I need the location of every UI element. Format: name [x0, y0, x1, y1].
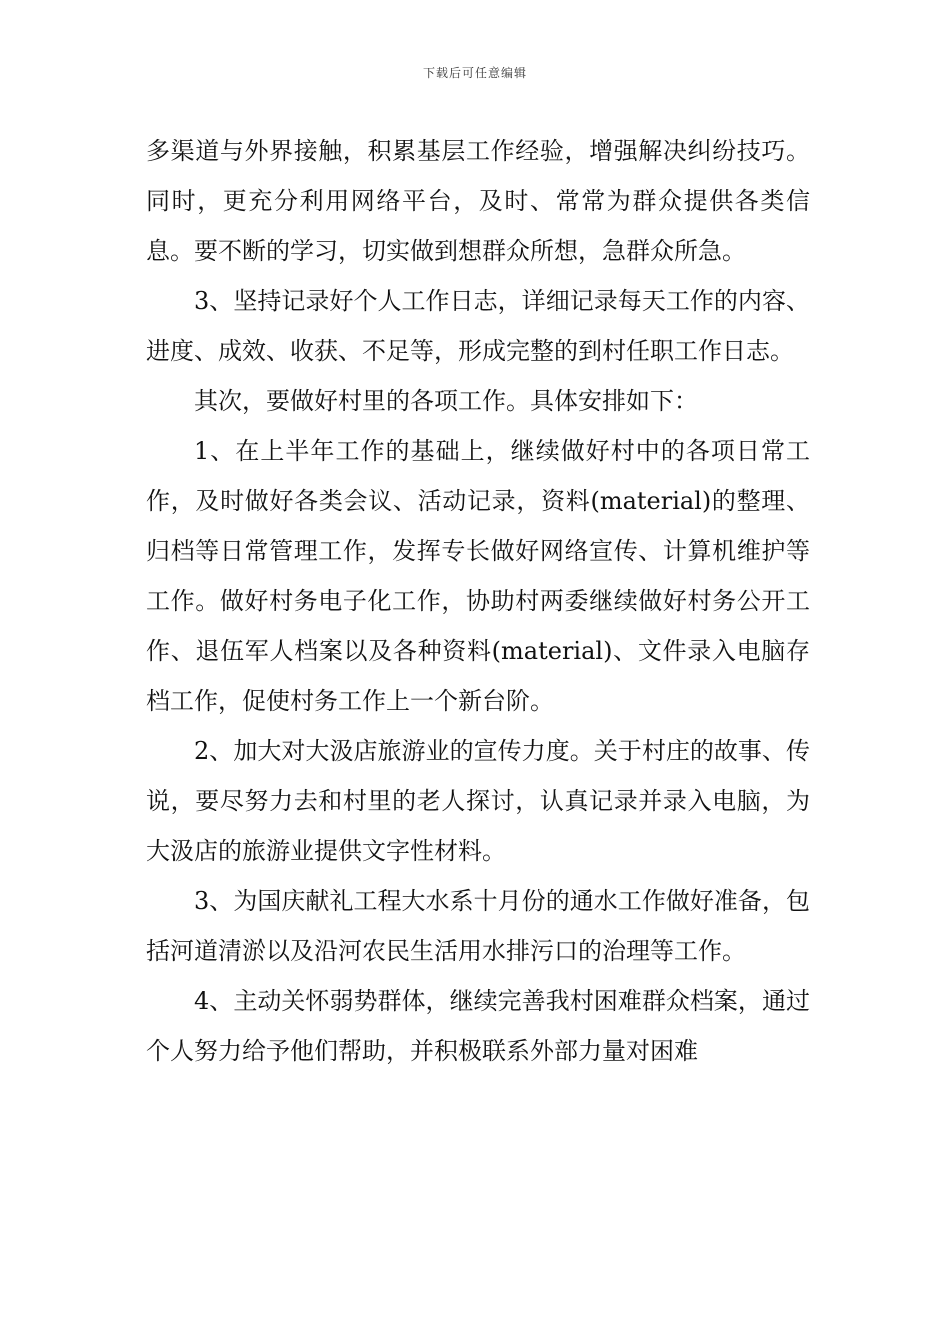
paragraph: 2、加大对大汲店旅游业的宣传力度。关于村庄的故事、传说，要尽努力去和村里的老人探讨，认真记录并录入电脑，为大汲店的旅游业提供文字性材料。	[146, 737, 810, 865]
paragraph: 其次，要做好村里的各项工作。具体安排如下：	[194, 387, 698, 415]
paragraph: 3、坚持记录好个人工作日志，详细记录每天工作的内容、进度、成效、收获、不足等，形成完整的到村任职工作日志。	[146, 287, 810, 365]
page-header: 下载后可任意编辑	[422, 66, 527, 80]
paragraph: 多渠道与外界接触，积累基层工作经验，增强解决纠纷技巧。同时，更充分利用网络平台，及时、常常为群众提供各类信息。要不断的学习，切实做到想群众所想，急群众所急。	[146, 137, 810, 265]
paragraph: 1、在上半年工作的基础上，继续做好村中的各项日常工作，及时做好各类会议、活动记录，资料(material)的整理、归档等日常管理工作，发挥专长做好网络宣传、计算机维护等工作。做好村务电子化工作，协助村两委继续做好村务公开工作、退伍军人档案以及各种资料(material)、文件录入电脑存档工作，促使村务工作上一个新台阶。	[146, 437, 810, 715]
document-body	[146, 126, 810, 1076]
paragraph: 3、为国庆献礼工程大水系十月份的通水工作做好准备，包括河道清淤以及沿河农民生活用水排污口的治理等工作。	[146, 887, 810, 965]
paragraph: 4、主动关怀弱势群体，继续完善我村困难群众档案，通过个人努力给予他们帮助，并积极联系外部力量对困难	[146, 987, 810, 1065]
